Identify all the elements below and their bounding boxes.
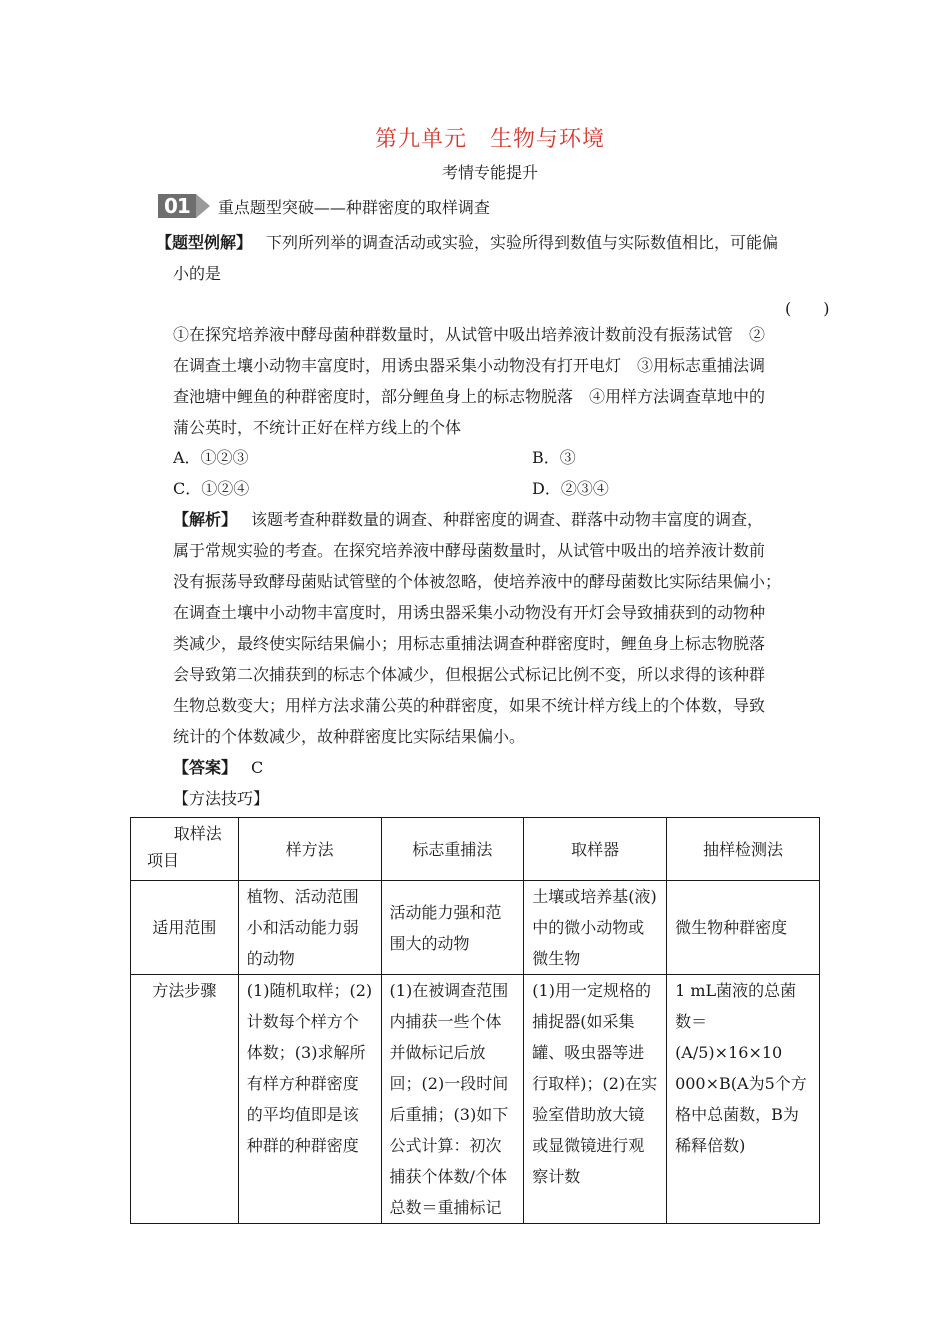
section-arrow-icon <box>196 194 210 218</box>
section-title: 重点题型突破——种群密度的取样调查 <box>217 197 490 217</box>
question-item-line: ①在探究培养液中酵母菌种群数量时，从试管中吸出培养液计数前没有振荡试管 ② <box>173 325 766 344</box>
table-cell: (1)用一定规格的捕捉器(如采集罐、吸虫器等进行取样)；(2)在实验室借助放大镜或显微镜进行观察计数 <box>524 975 667 1224</box>
method-tag: 【方法技巧】 <box>173 789 270 808</box>
option-a: A．①②③ <box>173 448 249 467</box>
question-item-line: 查池塘中鲤鱼的种群密度时，部分鲤鱼身上的标志物脱落 ④用样方法调查草地中的 <box>173 387 766 406</box>
corner-top-label: 取样法 <box>173 824 222 843</box>
question-item-line: 蒲公英时，不统计正好在样方线上的个体 <box>173 418 462 437</box>
table-row-label: 适用范围 <box>131 881 239 975</box>
question-stem-text: 下列所列举的调查活动或实验，实验所得到数值与实际数值相比，可能偏 <box>266 233 779 252</box>
table-header-cell: 抽样检测法 <box>667 818 820 881</box>
unit-title: 第九单元 生物与环境 <box>374 127 605 152</box>
table-header-cell: 样方法 <box>238 818 381 881</box>
table-row-label: 方法步骤 <box>131 975 239 1224</box>
table-cell: (1)随机取样；(2)计数每个样方个体数；(3)求解所有样方种群密度的平均值即是该种群的种群密度 <box>238 975 381 1224</box>
table-cell: 土壤或培养基(液)中的微小动物或微生物 <box>524 881 667 975</box>
methods-table <box>130 817 820 1224</box>
analysis-line: 没有振荡导致酵母菌贴试管壁的个体被忽略，使培养液中的酵母菌数比实际结果偏小； <box>173 572 782 591</box>
table-cell: 活动能力强和范围大的动物 <box>381 881 524 975</box>
question-tag: 【题型例解】 <box>156 233 253 252</box>
analysis-text: 该题考查种群数量的调查、种群密度的调查、群落中动物丰富度的调查， <box>251 510 764 529</box>
table-corner-cell <box>131 818 239 881</box>
section-number-badge: 01 <box>158 194 196 218</box>
section-heading <box>158 192 490 220</box>
table-cell: 植物、活动范围小和活动能力弱的动物 <box>238 881 381 975</box>
option-b: B．③ <box>532 448 576 467</box>
analysis-line: 在调查土壤中小动物丰富度时，用诱虫器采集小动物没有开灯会导致捕获到的动物种 <box>173 603 766 622</box>
table-header-cell: 标志重捕法 <box>381 818 524 881</box>
analysis-tag: 【解析】 <box>173 510 238 529</box>
table-header-cell: 取样器 <box>524 818 667 881</box>
answer-line <box>173 758 263 778</box>
table-row <box>131 975 820 1224</box>
unit-subtitle: 考情专能提升 <box>441 163 538 182</box>
question-stem-line-2: 小的是 <box>173 264 222 283</box>
analysis-line: 统计的个体数减少，故种群密度比实际结果偏小。 <box>173 727 526 746</box>
option-c: C．①②④ <box>173 479 250 498</box>
table-cell: (1)在被调查范围内捕获一些个体并做标记后放回；(2)一段时间后重捕；(3)如下公式计算：初次捕获个体数/个体总数＝重捕标记 <box>381 975 524 1224</box>
option-d: D．②③④ <box>532 479 609 498</box>
analysis-line: 类减少，最终使实际结果偏小；用标志重捕法调查种群密度时，鲤鱼身上标志物脱落 <box>173 634 766 653</box>
analysis-line: 会导致第二次捕获到的标志个体减少，但根据公式标记比例不变，所以求得的该种群 <box>173 665 766 684</box>
analysis-line: 属于常规实验的考查。在探究培养液中酵母菌数量时，从试管中吸出的培养液计数前 <box>173 541 766 560</box>
table-header-row <box>131 818 820 881</box>
analysis-line: 生物总数变大；用样方法求蒲公英的种群密度，如果不统计样方线上的个体数，导致 <box>173 696 766 715</box>
corner-bottom-label: 项目 <box>147 851 180 870</box>
table-cell: 微生物种群密度 <box>667 881 820 975</box>
question-item-line: 在调查土壤小动物丰富度时，用诱虫器采集小动物没有打开电灯 ③用标志重捕法调 <box>173 356 766 375</box>
table-row <box>131 881 820 975</box>
answer-parenthesis: ( ) <box>785 299 830 318</box>
question-stem-line-1 <box>156 233 778 253</box>
answer-value: C <box>251 758 264 777</box>
analysis-line-1 <box>173 510 763 530</box>
answer-tag: 【答案】 <box>173 758 238 777</box>
table-cell: 1 mL菌液的总菌数＝(A/5)×16×10 000×B(A为5个方格中总菌数，B为稀释倍数) <box>667 975 820 1224</box>
